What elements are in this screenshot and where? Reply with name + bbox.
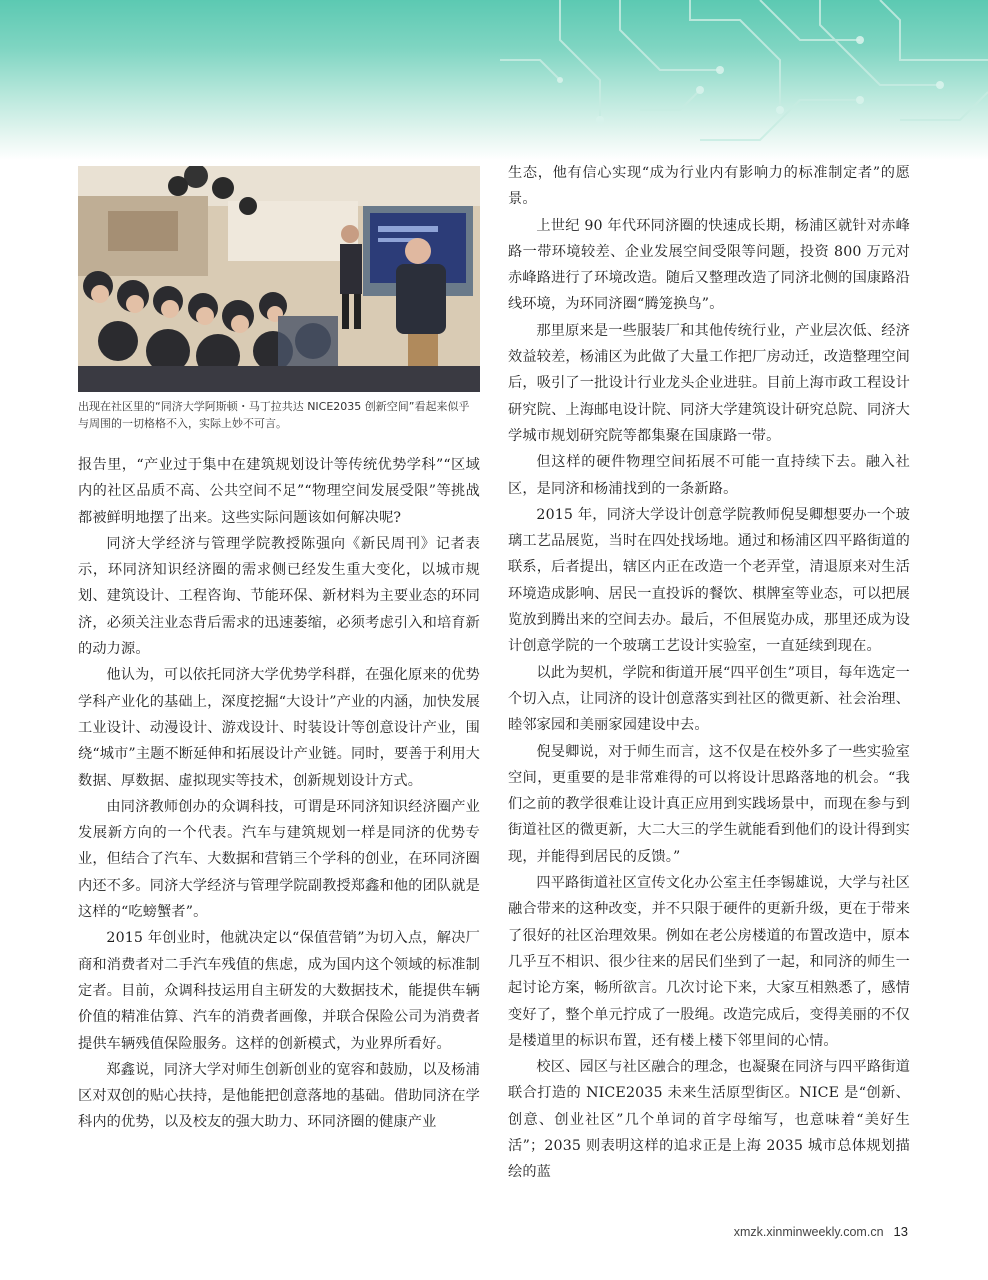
circuit-pattern [0, 0, 988, 160]
right-column [508, 160, 910, 1186]
left-paragraph-1: 报告里，“产业过于集中在建筑规划设计等传统优势学科”“区域内的社区品质不高、公共空间不足”“物理空间发展受限”等挑战都被鲜明地摆了出来。这些实际问题该如何解决呢? [78, 457, 480, 526]
left-paragraph-5: 2015 年创业时，他就决定以“保值营销”为切入点，解决厂商和消费者对二手汽车残值的焦虑，成为国内这个领域的标准制定者。目前，众调科技运用自主研发的大数据技术，能提供车辆价值的精准估算、汽车的消费者画像，并联合保险公司为消费者提供车辆残值保险服务。这样的创新模式，为业界所看好。 [78, 930, 480, 1052]
photo-illustration [78, 166, 480, 392]
left-paragraph-6: 郑鑫说，同济大学对师生创新创业的宽容和鼓励，以及杨浦区对双创的贴心扶持，是他能把创意落地的基础。借助同济在学科内的优势，以及校友的强大助力、环同济圈的健康产业 [78, 1061, 480, 1131]
right-paragraph-6: 以此为契机，学院和街道开展“四平创生”项目，每年选定一个切入点，让同济的设计创意落实到社区的微更新、社会治理、睦邻家园和美丽家园建设中去。 [508, 664, 910, 734]
footer-site-url[interactable]: xmzk.xinminweekly.com.cn [733, 1225, 884, 1239]
right-paragraph-8: 四平路街道社区宣传文化办公室主任李锡雄说，大学与社区融合带来的这种改变，并不只限于硬件的更新升级，更在于带来了很好的社区治理效果。例如在老公房楼道的布置改造中，原本几乎互不相识、很少往来的居民们坐到了一起，和同济的师生一起讨论方案，畅所欲言。几次讨论下来，大家互相熟悉了，感情变好了，整个单元拧成了一股绳。改造完成后，变得美丽的不仅是楼道里的标识布置，还有楼上楼下邻里间的心情。 [508, 875, 910, 1049]
right-paragraph-5: 2015 年，同济大学设计创意学院教师倪旻卿想要办一个玻璃工艺品展览，当时在四处找场地。通过和杨浦区四平路街道的联系，后者提出，辖区内正在改造一个老弄堂，清退原来对生活环境造成影响、居民一直投诉的餐饮、棋牌室等业态，可以把展览放到腾出来的空间去办。最后，不但展览办成，那里还成为设计创意学院的一个玻璃工艺设计实验室，一直延续到现在。 [508, 506, 910, 655]
left-column [78, 452, 480, 1136]
community-lecture-photo [78, 166, 480, 392]
right-paragraph-9: 校区、园区与社区融合的理念，也凝聚在同济与四平路街道联合打造的 NICE2035 未来生活原型街区。NICE 是“创新、创意、创业社区”几个单词的首字母缩写，也意味着“美好生活”；2035 则表明这样的追求正是上海 2035 城市总体规划描绘的蓝 [508, 1059, 910, 1181]
photo-caption: 出现在社区里的“同济大学阿斯顿・马丁拉共达 NICE2035 创新空间”看起来似乎与周围的一切格格不入，实际上妙不可言。 [78, 400, 470, 430]
right-paragraph-4: 但这样的硬件物理空间拓展不可能一直持续下去。融入社区，是同济和杨浦找到的一条新路。 [508, 454, 910, 497]
right-paragraph-3: 那里原来是一些服装厂和其他传统行业，产业层次低、经济效益较差，杨浦区为此做了大量工作把厂房动迁，改造整理空间后，吸引了一批设计行业龙头企业进驻。目前上海市政工程设计研究院、上海邮电设计院、同济大学建筑设计研究总院、同济大学城市规划研究院等都集聚在国康路一带。 [508, 322, 910, 444]
page-footer [734, 1224, 908, 1239]
left-paragraph-3: 他认为，可以依托同济大学优势学科群，在强化原来的优势学科产业化的基础上，深度挖掘“大设计”产业的内涵，加快发展工业设计、动漫设计、游戏设计、时装设计等创意设计产业，围绕“城市”主题不断延伸和拓展设计产业链。同时，要善于利用大数据、厚数据、虚拟现实等技术，创新规划设计方式。 [78, 667, 480, 789]
page-number: 13 [893, 1224, 908, 1239]
left-paragraph-2: 同济大学经济与管理学院教授陈强向《新民周刊》记者表示，环同济知识经济圈的需求侧已经发生重大变化，以城市规划、建筑设计、工程咨询、节能环保、新材料为主要业态的环同济，必须关注业态背后需求的迅速萎缩，必须考虑引入和培育新的动力源。 [78, 535, 480, 658]
right-paragraph-1: 生态，他有信心实现“成为行业内有影响力的标准制定者”的愿景。 [508, 165, 910, 208]
right-paragraph-2: 上世纪 90 年代环同济圈的快速成长期，杨浦区就针对赤峰路一带环境较差、企业发展空间受限等问题，投资 800 万元对赤峰路进行了环境改造。随后又整理改造了同济北侧的国康路沿线环境，为环同济圈“腾笼换鸟”。 [508, 217, 910, 313]
right-paragraph-7: 倪旻卿说，对于师生而言，这不仅是在校外多了一些实验室空间，更重要的是非常难得的可以将设计思路落地的机会。“我们之前的教学很难让设计真正应用到实践场景中，而现在参与到街道社区的微更新，大二大三的学生就能看到他们的设计得到实现，并能得到居民的反馈。” [508, 743, 910, 865]
left-paragraph-4: 由同济教师创办的众调科技，可谓是环同济知识经济圈产业发展新方向的一个代表。汽车与建筑规划一样是同济的优势专业，但结合了汽车、大数据和营销三个学科的创业，在环同济圈内还不多。同济大学经济与管理学院副教授郑鑫和他的团队就是这样的“吃螃蟹者”。 [78, 798, 480, 921]
header-band [0, 0, 988, 160]
